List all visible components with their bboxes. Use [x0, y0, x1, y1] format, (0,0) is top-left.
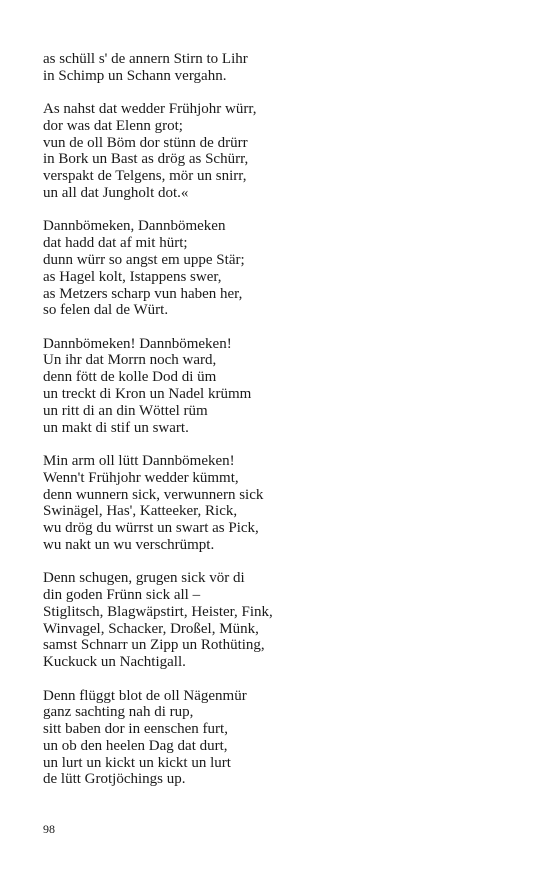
poem-line: so felen dal de Würt.	[43, 302, 169, 319]
poem-line: dor was dat Elenn grot;	[43, 117, 183, 134]
poem-line: samst Schnarr un Zipp un Rothüting,	[43, 637, 265, 654]
poem-line: in Schimp un Schann vergahn.	[43, 67, 227, 84]
poem-line: as Hagel kolt, Istappens swer,	[43, 268, 222, 285]
poem-line: Swinägel, Has', Katteeker, Rick,	[43, 503, 238, 520]
stanza-4	[43, 336, 513, 437]
poem-line: de lütt Grotjöchings up.	[43, 771, 186, 788]
poem-line: Denn schugen, grugen sick vör di	[43, 570, 245, 587]
poem-line: Un ihr dat Morrn noch ward,	[43, 352, 217, 369]
poem-line: verspakt de Telgens, mör un snirr,	[43, 168, 247, 185]
poem-line: vun de oll Böm dor stünn de drürr	[43, 134, 248, 151]
page-number: 98	[43, 822, 55, 836]
poem-line: Stiglitsch, Blagwäpstirt, Heister, Fink,	[43, 603, 273, 620]
stanza-3	[43, 218, 513, 319]
poem-line: un ritt di an din Wöttel rüm	[43, 402, 208, 419]
poem-line: un treckt di Kron un Nadel krümm	[43, 386, 252, 403]
poem-line: Winvagel, Schacker, Droßel, Münk,	[43, 620, 259, 637]
poem-line: Min arm oll lütt Dannbömeken!	[43, 452, 235, 469]
poem-line: As nahst dat wedder Frühjohr würr,	[43, 101, 257, 118]
stanza-1	[43, 51, 513, 85]
poem-body	[43, 51, 513, 805]
poem-line: wu nakt un wu verschrümpt.	[43, 536, 215, 553]
stanza-5	[43, 453, 513, 554]
poem-line: un ob den heelen Dag dat durt,	[43, 737, 228, 754]
stanza-7	[43, 688, 513, 789]
poem-line: denn wunnern sick, verwunnern sick	[43, 486, 264, 503]
poem-line: as schüll s' de annern Stirn to Lihr	[43, 51, 248, 67]
poem-line: sitt baben dor in eenschen furt,	[43, 721, 228, 738]
poem-line: as Metzers scharp vun haben her,	[43, 285, 243, 302]
poem-line: denn fött de kolle Dod di üm	[43, 369, 217, 386]
poem-line: Dannbömeken, Dannbömeken	[43, 218, 226, 235]
poem-line: un all dat Jungholt dot.«	[43, 185, 189, 202]
poem-line: Kuckuck un Nachtigall.	[43, 654, 186, 671]
poem-line: din goden Frünn sick all –	[43, 587, 201, 604]
poem-line: dunn würr so angst em uppe Stär;	[43, 251, 245, 268]
poem-line: wu drög du würrst un swart as Pick,	[43, 520, 259, 537]
poem-line: ganz sachting nah di rup,	[43, 704, 194, 721]
poem-line: Dannbömeken! Dannbömeken!	[43, 335, 232, 352]
poem-line: un lurt un kickt un kickt un lurt	[43, 754, 231, 771]
poem-line: dat hadd dat af mit hürt;	[43, 235, 188, 252]
poem-line: in Bork un Bast as drög as Schürr,	[43, 151, 249, 168]
stanza-6	[43, 570, 513, 671]
stanza-2	[43, 101, 513, 202]
poem-line: un makt di stif un swart.	[43, 419, 189, 436]
poem-line: Wenn't Frühjohr wedder kümmt,	[43, 469, 239, 486]
poem-line: Denn flüggt blot de oll Nägenmür	[43, 687, 247, 704]
